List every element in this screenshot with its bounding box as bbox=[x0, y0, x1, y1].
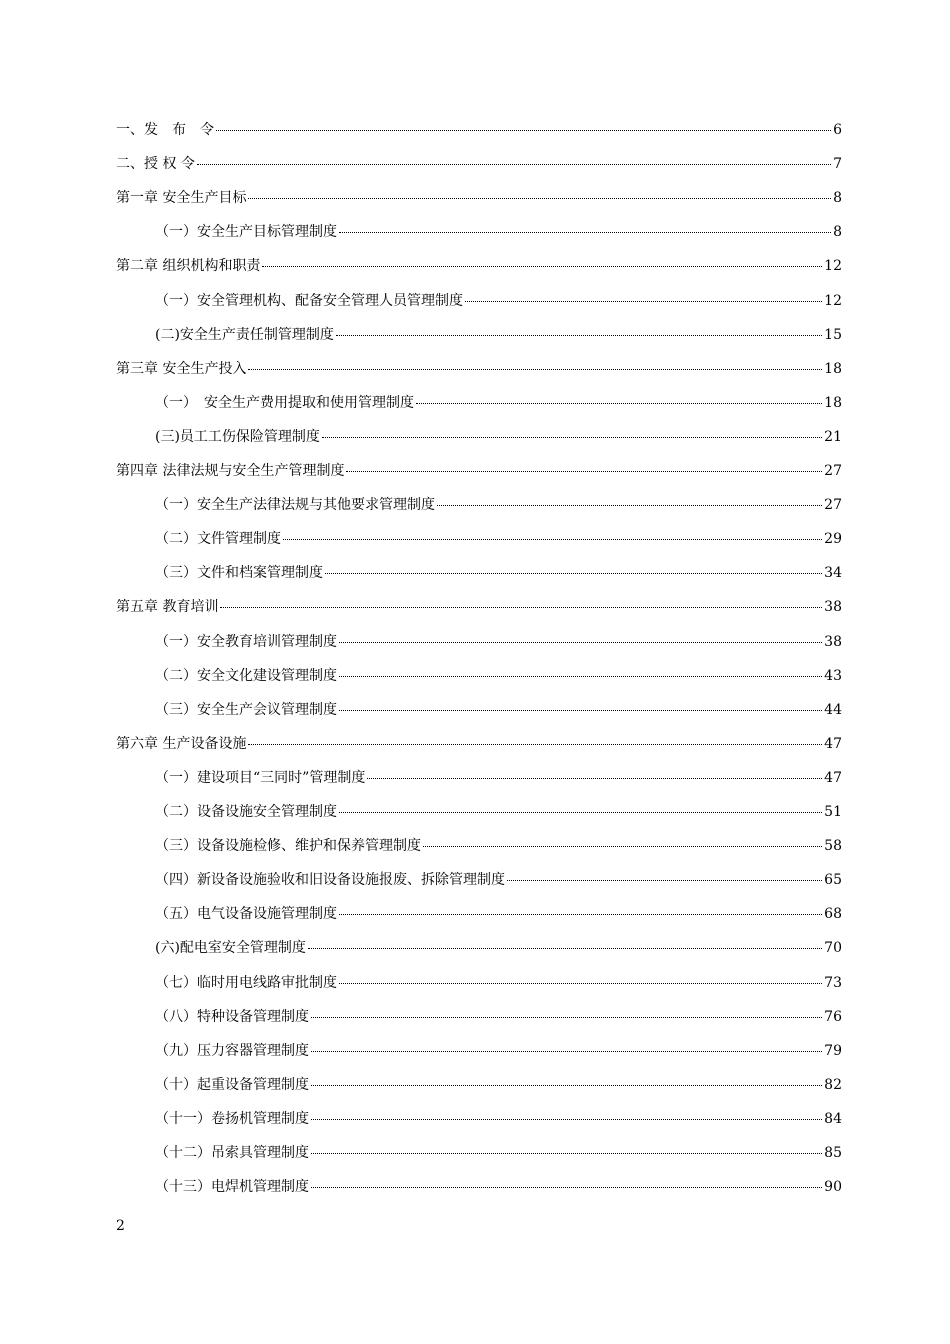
dot-leader bbox=[283, 539, 822, 540]
toc-row bbox=[0, 801, 950, 823]
toc-section-entry[interactable] bbox=[155, 494, 842, 516]
dot-leader bbox=[339, 983, 822, 984]
toc-section-entry[interactable] bbox=[155, 631, 842, 653]
toc-chapter-entry[interactable] bbox=[116, 460, 842, 482]
toc-section-entry[interactable] bbox=[155, 801, 842, 823]
toc-entry-title: （十）起重设备管理制度 bbox=[155, 1076, 309, 1093]
toc-row bbox=[0, 324, 950, 346]
toc-entry-title: （十一）卷扬机管理制度 bbox=[155, 1110, 309, 1127]
toc-entry-title: （一）安全生产目标管理制度 bbox=[155, 224, 337, 241]
toc-row bbox=[0, 972, 950, 994]
toc-row bbox=[0, 528, 950, 550]
toc-entry-title: 第一章 安全生产目标 bbox=[116, 190, 247, 207]
toc-entry-page: 15 bbox=[824, 326, 842, 343]
dot-leader bbox=[416, 403, 822, 404]
toc-chapter-entry[interactable] bbox=[116, 187, 842, 209]
toc-entry-page: 12 bbox=[824, 258, 842, 275]
toc-chapter-entry[interactable] bbox=[116, 358, 842, 380]
toc-entry-title: （十二）吊索具管理制度 bbox=[155, 1145, 309, 1161]
toc-entry-title: (三)员工工伤保险管理制度 bbox=[155, 428, 320, 445]
dot-leader bbox=[465, 301, 822, 302]
toc-entry-title: （四）新设备设施验收和旧设备设施报废、拆除管理制度 bbox=[155, 872, 505, 889]
toc-row bbox=[0, 1142, 950, 1164]
toc-row bbox=[0, 358, 950, 380]
toc-section-entry[interactable] bbox=[155, 699, 842, 721]
toc-section-entry[interactable] bbox=[155, 528, 842, 550]
dot-leader bbox=[216, 130, 831, 131]
dot-leader bbox=[197, 164, 831, 165]
toc-section-entry[interactable] bbox=[155, 324, 842, 346]
toc-row bbox=[0, 767, 950, 789]
toc-section-entry[interactable] bbox=[155, 835, 842, 857]
toc-entry-page: 90 bbox=[824, 1179, 842, 1196]
dot-leader bbox=[325, 573, 822, 574]
dot-leader bbox=[423, 846, 822, 847]
dot-leader bbox=[336, 335, 822, 336]
toc-entry-title: （一）安全生产法律法规与其他要求管理制度 bbox=[155, 497, 435, 514]
dot-leader bbox=[248, 744, 822, 745]
toc-entry-page: 79 bbox=[824, 1042, 842, 1059]
toc-section-entry[interactable] bbox=[155, 1040, 842, 1062]
toc-entry-title: （八）特种设备管理制度 bbox=[155, 1008, 309, 1025]
toc-chapter-entry[interactable] bbox=[116, 596, 842, 618]
toc-chapter-entry[interactable] bbox=[116, 733, 842, 755]
dot-leader bbox=[322, 437, 822, 438]
dot-leader bbox=[311, 1051, 822, 1052]
toc-row bbox=[0, 1108, 950, 1130]
dot-leader bbox=[311, 1187, 822, 1188]
toc-section-entry[interactable] bbox=[155, 1142, 842, 1164]
toc-entry-page: 38 bbox=[824, 633, 842, 650]
toc-entry-title: 第三章 安全生产投入 bbox=[116, 360, 247, 377]
toc-entry-page: 58 bbox=[824, 838, 842, 855]
toc-entry-title: 一、发 布 令 bbox=[116, 122, 214, 138]
toc-entry-title: （九）压力容器管理制度 bbox=[155, 1042, 309, 1059]
toc-row bbox=[0, 596, 950, 618]
dot-leader bbox=[220, 607, 822, 608]
toc-entry-title: 第五章 教育培训 bbox=[116, 599, 219, 616]
dot-leader bbox=[339, 642, 822, 643]
toc-section-entry[interactable] bbox=[155, 1176, 842, 1198]
dot-leader bbox=[311, 1153, 822, 1154]
toc-section-entry[interactable] bbox=[155, 1074, 842, 1096]
dot-leader bbox=[248, 369, 822, 370]
toc-entry-page: 76 bbox=[824, 1008, 842, 1025]
toc-row bbox=[0, 903, 950, 925]
dot-leader bbox=[339, 710, 822, 711]
toc-entry-page: 8 bbox=[833, 224, 842, 241]
toc-row bbox=[0, 631, 950, 653]
toc-entry-title: (二)安全生产责任制管理制度 bbox=[155, 326, 334, 343]
toc-section-entry[interactable] bbox=[155, 221, 842, 243]
toc-entry-title: （十三）电焊机管理制度 bbox=[155, 1179, 309, 1196]
dot-leader bbox=[367, 778, 822, 779]
dot-leader bbox=[311, 1085, 822, 1086]
toc-entry-page: 6 bbox=[833, 122, 842, 138]
toc-row bbox=[0, 665, 950, 687]
dot-leader bbox=[248, 198, 831, 199]
toc-row bbox=[0, 1074, 950, 1096]
dot-leader bbox=[311, 1017, 822, 1018]
dot-leader bbox=[339, 812, 822, 813]
toc-section-entry[interactable] bbox=[155, 903, 842, 925]
toc-entry-page: 21 bbox=[824, 428, 842, 445]
toc-entry-title: （一）安全教育培训管理制度 bbox=[155, 633, 337, 650]
toc-entry-title: （一） 安全生产费用提取和使用管理制度 bbox=[155, 394, 414, 411]
toc-chapter-entry[interactable] bbox=[116, 153, 842, 175]
toc-section-entry[interactable] bbox=[155, 665, 842, 687]
toc-row bbox=[0, 937, 950, 959]
toc-entry-title: （七）临时用电线路审批制度 bbox=[155, 974, 337, 991]
toc-entry-title: （一）安全管理机构、配备安全管理人员管理制度 bbox=[155, 292, 463, 309]
toc-entry-page: 18 bbox=[824, 360, 842, 377]
toc-entry-title: 第六章 生产设备设施 bbox=[116, 735, 247, 752]
toc-entry-page: 27 bbox=[824, 497, 842, 514]
toc-entry-page: 44 bbox=[824, 701, 842, 718]
dot-leader bbox=[311, 1119, 822, 1120]
toc-section-entry[interactable] bbox=[155, 869, 842, 891]
toc-row bbox=[0, 426, 950, 448]
toc-row bbox=[0, 460, 950, 482]
dot-leader bbox=[339, 232, 831, 233]
toc-section-entry[interactable] bbox=[155, 392, 842, 414]
dot-leader bbox=[308, 948, 822, 949]
toc-entry-title: （一）建设项目“三同时”管理制度 bbox=[155, 769, 366, 786]
dot-leader bbox=[437, 505, 822, 506]
toc-row bbox=[0, 494, 950, 516]
toc-section-entry[interactable] bbox=[155, 426, 842, 448]
toc-entry-page: 68 bbox=[824, 906, 842, 923]
toc-row bbox=[0, 153, 950, 175]
toc-row bbox=[0, 221, 950, 243]
toc-row bbox=[0, 699, 950, 721]
toc-row bbox=[0, 869, 950, 891]
toc-row bbox=[0, 733, 950, 755]
toc-entry-page: 18 bbox=[824, 394, 842, 411]
toc-entry-title: （二）设备设施安全管理制度 bbox=[155, 804, 337, 820]
toc-entry-title: （二）文件管理制度 bbox=[155, 531, 281, 548]
page-number: 2 bbox=[116, 1218, 125, 1234]
toc-entry-title: （三）安全生产会议管理制度 bbox=[155, 701, 337, 718]
toc-entry-page: 73 bbox=[824, 974, 842, 991]
toc-entry-title: （三）文件和档案管理制度 bbox=[155, 565, 323, 582]
toc-entry-title: （三）设备设施检修、维护和保养管理制度 bbox=[155, 838, 421, 855]
toc-entry-title: （二）安全文化建设管理制度 bbox=[155, 667, 337, 684]
toc-row bbox=[0, 1006, 950, 1028]
toc-entry-title: （五）电气设备设施管理制度 bbox=[155, 906, 337, 923]
toc-row bbox=[0, 255, 950, 277]
toc-chapter-entry[interactable] bbox=[116, 255, 842, 277]
toc-entry-page: 47 bbox=[824, 769, 842, 786]
dot-leader bbox=[346, 471, 822, 472]
toc-entry-page: 84 bbox=[824, 1110, 842, 1127]
toc-row bbox=[0, 187, 950, 209]
toc-entry-page: 70 bbox=[824, 940, 842, 957]
toc-section-entry[interactable] bbox=[155, 972, 842, 994]
dot-leader bbox=[262, 266, 822, 267]
toc-entry-page: 29 bbox=[824, 531, 842, 548]
toc-entry-page: 38 bbox=[824, 599, 842, 616]
toc-chapter-entry[interactable] bbox=[116, 119, 842, 141]
toc-section-entry[interactable] bbox=[155, 937, 842, 959]
toc-row bbox=[0, 290, 950, 312]
toc-entry-page: 8 bbox=[833, 190, 842, 207]
toc-entry-page: 47 bbox=[824, 735, 842, 752]
toc-row bbox=[0, 562, 950, 584]
toc-entry-page: 34 bbox=[824, 565, 842, 582]
toc-section-entry[interactable] bbox=[155, 1006, 842, 1028]
dot-leader bbox=[339, 676, 822, 677]
toc-section-entry[interactable] bbox=[155, 1108, 842, 1130]
toc-entry-page: 51 bbox=[824, 804, 842, 820]
toc-entry-page: 82 bbox=[824, 1076, 842, 1093]
toc-entry-page: 27 bbox=[824, 463, 842, 479]
toc-entry-page: 65 bbox=[824, 872, 842, 889]
toc-section-entry[interactable] bbox=[155, 767, 842, 789]
toc-entry-page: 85 bbox=[824, 1145, 842, 1161]
toc-row bbox=[0, 835, 950, 857]
toc-entry-title: 第二章 组织机构和职责 bbox=[116, 258, 261, 275]
toc-section-entry[interactable] bbox=[155, 290, 842, 312]
toc-row bbox=[0, 1176, 950, 1198]
toc-entry-title: 第四章 法律法规与安全生产管理制度 bbox=[116, 463, 345, 479]
toc-entry-page: 7 bbox=[833, 156, 842, 173]
toc-row bbox=[0, 119, 950, 141]
toc-entry-title: (六)配电室安全管理制度 bbox=[155, 940, 306, 957]
toc-row bbox=[0, 1040, 950, 1062]
dot-leader bbox=[507, 880, 822, 881]
toc-entry-page: 43 bbox=[824, 667, 842, 684]
toc-entry-title: 二、授 权 令 bbox=[116, 156, 195, 173]
dot-leader bbox=[339, 914, 822, 915]
toc-row bbox=[0, 392, 950, 414]
toc-entry-page: 12 bbox=[824, 292, 842, 309]
toc-section-entry[interactable] bbox=[155, 562, 842, 584]
